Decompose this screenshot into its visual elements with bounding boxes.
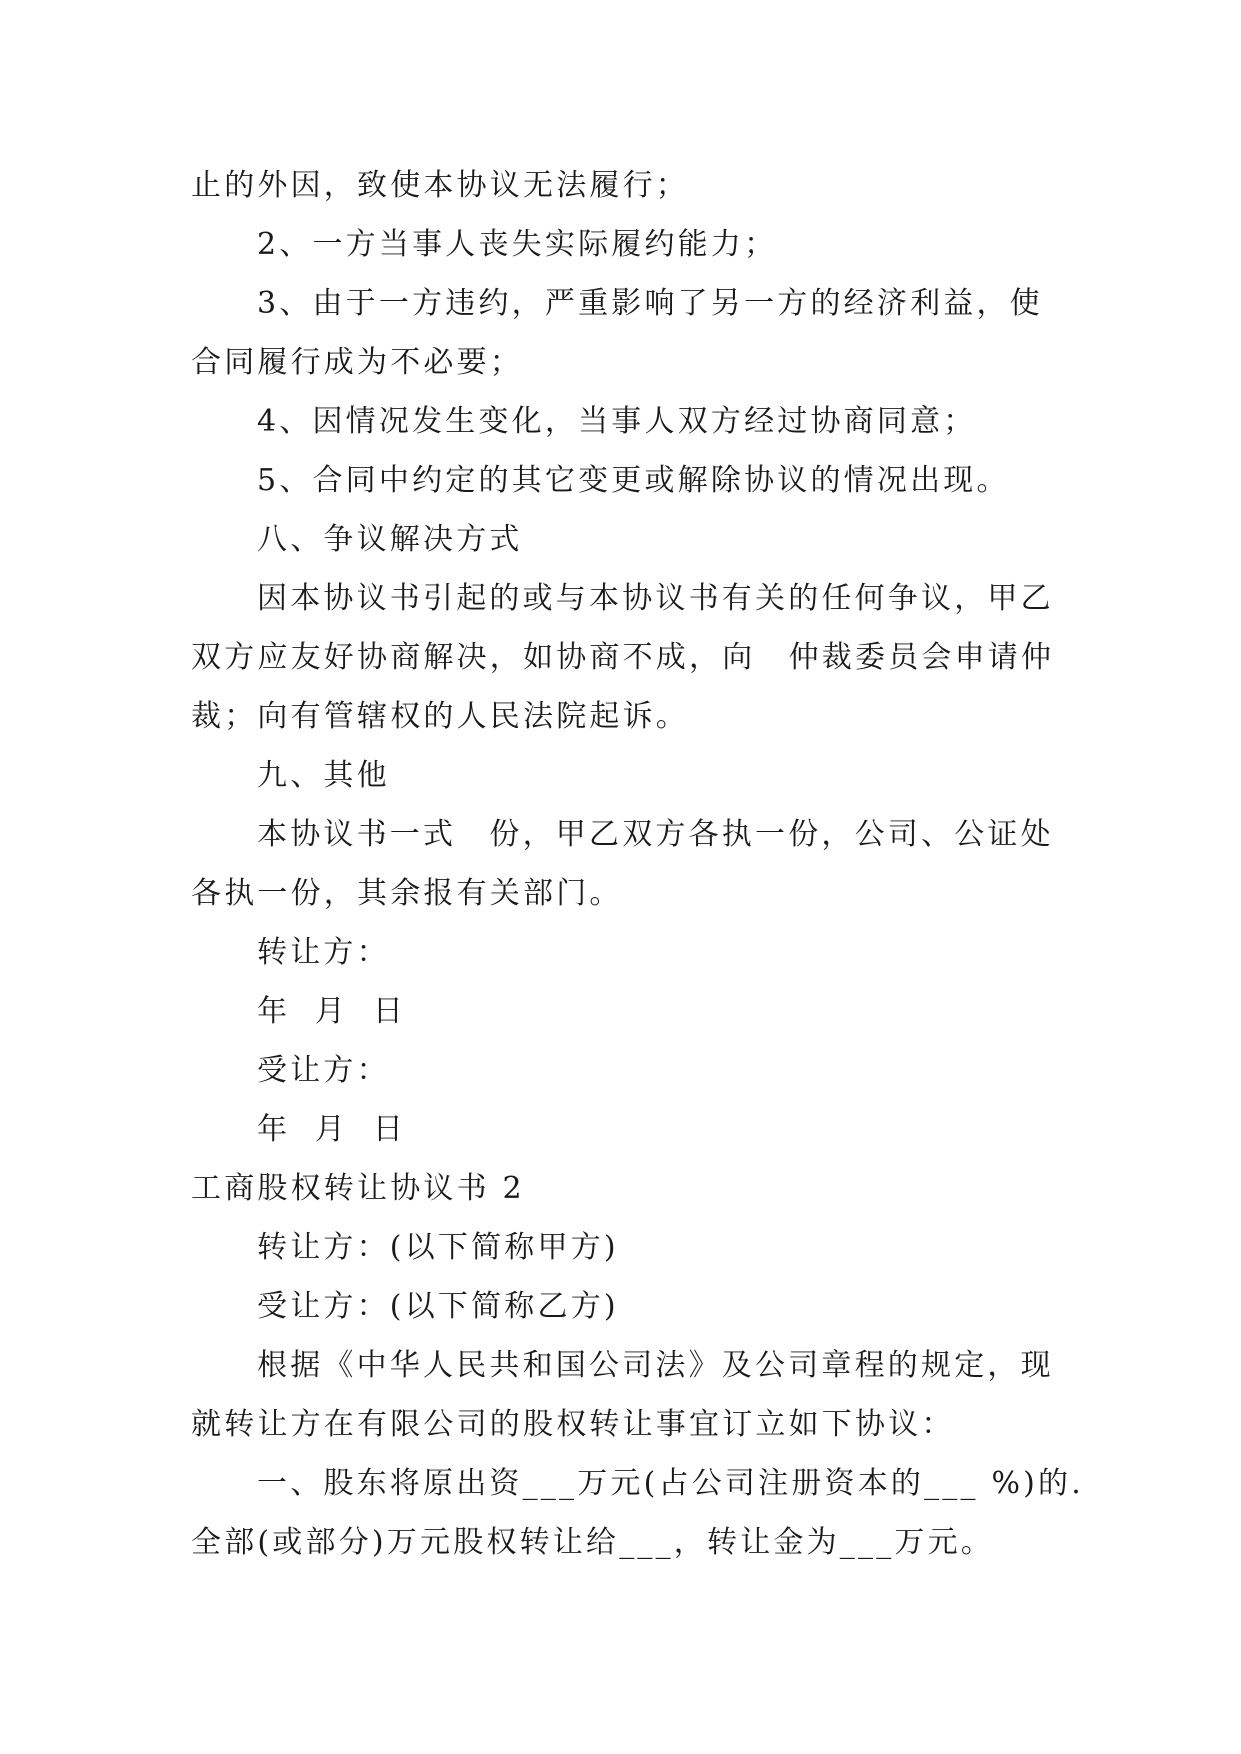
signature-label: 转让方： <box>257 935 390 970</box>
text-line: 全部(或部分)万元股权转让给___，转让金为___万元。 <box>191 1525 995 1560</box>
text-line: 裁；向有管辖权的人民法院起诉。 <box>191 699 689 734</box>
text-line: 2、一方当事人丧失实际履约能力； <box>257 227 778 262</box>
date-line: 年 月 日 <box>257 994 407 1029</box>
document-title: 工商股权转让协议书 2 <box>191 1171 525 1206</box>
text-line: 合同履行成为不必要； <box>191 345 523 380</box>
date-line: 年 月 日 <box>257 1112 407 1147</box>
text-line: 各执一份，其余报有关部门。 <box>191 876 623 911</box>
text-line: 双方应友好协商解决，如协商不成，向 仲裁委员会申请仲 <box>191 640 1055 675</box>
text-line: 止的外因，致使本协议无法履行； <box>191 168 689 203</box>
signature-label: 受让方： <box>257 1053 390 1088</box>
section-heading: 八、争议解决方式 <box>257 522 523 557</box>
text-line: 本协议书一式 份，甲乙双方各执一份，公司、公证处 <box>257 817 1054 852</box>
text-line: 就转让方在有限公司的股权转让事宜订立如下协议： <box>191 1407 955 1442</box>
party-line: 转让方：(以下简称甲方) <box>257 1230 619 1265</box>
document-body <box>191 156 1084 1572</box>
text-line: 3、由于一方违约，严重影响了另一方的经济利益，使 <box>257 286 1043 321</box>
text-line: 5、合同中约定的其它变更或解除协议的情况出现。 <box>257 463 1010 498</box>
section-heading: 九、其他 <box>257 758 390 793</box>
text-line: 4、因情况发生变化，当事人双方经过协商同意； <box>257 404 977 439</box>
text-line: 一、股东将原出资___万元(占公司注册资本的___ %)的. <box>257 1466 1084 1501</box>
text-line: 因本协议书引起的或与本协议书有关的任何争议，甲乙 <box>257 581 1054 616</box>
text-line: 根据《中华人民共和国公司法》及公司章程的规定，现 <box>257 1348 1054 1383</box>
party-line: 受让方：(以下简称乙方) <box>257 1289 619 1324</box>
